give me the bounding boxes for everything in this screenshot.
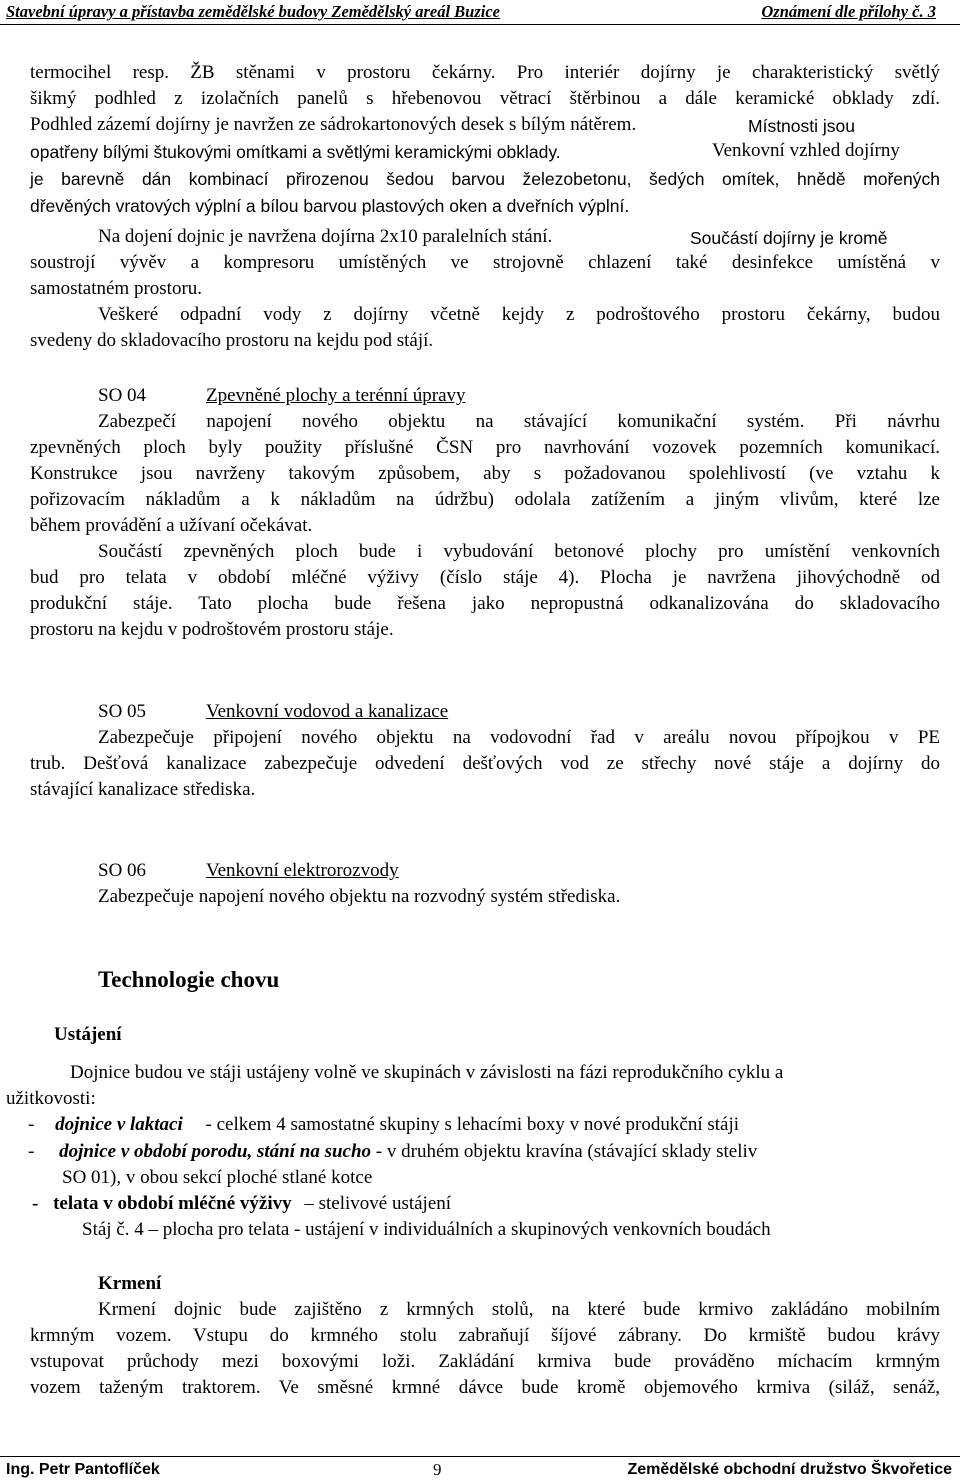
section-heading-so06 — [98, 858, 444, 884]
section-code: SO 04 — [98, 385, 147, 406]
text-line: šikmý podhled z izolačních panelů s hřebenovou větrací štěrbinou a dále keramické obklady zdí. — [30, 88, 940, 109]
text-line: vstupovat průchody mezi boxovými loži. Zakládání krmiva bude prováděno míchacím krmným — [30, 1351, 940, 1372]
text-line: Stáj č. 4 – plocha pro telata - ustájení v individuálních a skupinových venkovních boudách — [82, 1219, 771, 1240]
text-line: užitkovosti: — [6, 1088, 96, 1109]
footer-author: Ing. Petr Pantoflíček — [6, 1461, 160, 1478]
section-title: Zpevněné plochy a terénní úpravy — [206, 385, 466, 406]
text-line: svedeny do skladovacího prostoru na kejdu pod stájí. — [30, 330, 434, 351]
text-line-sans: je barevně dán kombinací přirozenou šedou barvou železobetonu, šedých omítek, hnědě mořených — [30, 169, 940, 189]
list-dash: - — [28, 1141, 35, 1162]
text-line: bud pro telata v období mléčné výživy (číslo stáje 4). Plocha je navržena jihovýchodně od — [30, 567, 940, 588]
text-line: vozem taženým traktorem. Ve směsné krmné dávce bude kromě objemového krmiva (siláž, senáž, — [30, 1377, 940, 1398]
page-header — [0, 0, 960, 24]
list-item — [32, 1191, 451, 1217]
text-line: Zabezpečuje napojení nového objektu na rozvodný systém střediska. — [98, 886, 621, 907]
text-line: Dojnice budou ve stáji ustájeny volně ve skupinách v závislosti na fázi reprodukčního cyklu a — [70, 1062, 784, 1083]
text-line: během provádění a užívaní očekávat. — [30, 515, 313, 536]
text-line: Veškeré odpadní vody z dojírny včetně kejdy z podroštového prostoru čekárny, budou — [98, 304, 940, 325]
text-line-sans: opatřeny bílými štukovými omítkami a světlými keramickými obklady. — [30, 142, 561, 162]
page-number: 9 — [433, 1460, 442, 1479]
list-item-text: - v druhém objektu kravína (stávající sklady steliv — [375, 1141, 758, 1162]
footer-organization: Zemědělské obchodní družstvo Škvořetice — [627, 1461, 952, 1478]
header-document-type: Oznámení dle přílohy č. 3 — [761, 2, 936, 21]
list-item-text: - celkem 4 samostatné skupiny s lehacími boxy v nové produkční stáji — [205, 1114, 740, 1135]
text-line: trub. Dešťová kanalizace zabezpečuje odvedení dešťových vod ze střechy nové stáje a dojírny do — [30, 753, 940, 774]
text-line: Podhled zázemí dojírny je navržen ze sádrokartonových desek s bílým nátěrem. — [30, 114, 637, 135]
section-heading-so05 — [98, 699, 504, 725]
section-code: SO 06 — [98, 860, 147, 881]
text-line: produkční stáje. Tato plocha bude řešena jako nepropustná odkanalizována do skladovacího — [30, 593, 940, 614]
page-footer — [0, 1448, 960, 1484]
text-line: Na dojení dojnic je navržena dojírna 2x10 paralelních stání. — [98, 226, 553, 247]
text-line: Konstrukce jsou navrženy takovým způsobem, aby s požadovanou spolehlivostí (ve vztahu k — [30, 463, 940, 484]
list-item — [28, 1112, 739, 1138]
text-line: Součástí zpevněných ploch bude i vybudování betonové plochy pro umístění venkovních — [98, 541, 940, 562]
section-heading-technology: Technologie chovu — [98, 967, 280, 992]
text-line-sans: Součástí dojírny je kromě — [690, 228, 888, 248]
list-dash: - — [28, 1114, 35, 1135]
text-line: Venkovní vzhled dojírny — [712, 140, 900, 161]
header-project-title: Stavební úpravy a přístavba zemědělské budovy Zemědělský areál Buzice — [6, 2, 501, 21]
text-line-sans: Místnosti jsou — [748, 116, 855, 136]
list-item-term: dojnice v období porodu, stání na sucho — [59, 1141, 372, 1162]
section-title: Venkovní elektrorozvody — [206, 860, 399, 881]
section-code: SO 05 — [98, 701, 147, 722]
text-line: samostatném prostoru. — [30, 278, 203, 299]
text-line-sans: dřevěných vratových výplní a bílou barvou plastových oken a dveřních výplní. — [30, 196, 630, 216]
text-line: SO 01), v obou sekcí ploché stlané kotce — [62, 1167, 373, 1188]
text-line: Zabezpečí napojení nového objektu na stávající komunikační systém. Při návrhu — [98, 411, 940, 432]
text-line: stávající kanalizace střediska. — [30, 779, 256, 800]
footer-rule — [0, 1456, 960, 1457]
text-line: pořizovacím nákladům a k nákladům na údržbu) odolala zatížením a jiným vlivům, které lze — [30, 489, 940, 510]
text-line: Zabezpečuje připojení nového objektu na vodovodní řad v areálu novou přípojkou v PE — [98, 727, 940, 748]
section-heading-so04 — [98, 383, 538, 409]
text-line: prostoru na kejdu v podroštovém prostoru stáje. — [30, 619, 394, 640]
subheading-feeding: Krmení — [98, 1273, 162, 1294]
section-title: Venkovní vodovod a kanalizace — [206, 701, 449, 722]
text-line: termocihel resp. ŽB stěnami v prostoru čekárny. Pro interiér dojírny je charakteristický světlý — [30, 62, 940, 83]
list-item-text: – stelivové ustájení — [304, 1193, 452, 1214]
list-item-term: dojnice v laktaci — [55, 1114, 183, 1135]
text-line: krmným vozem. Vstupu do krmného stolu zabraňují šíjové zábrany. Do krmiště budou krávy — [30, 1325, 940, 1346]
text-line: Krmení dojnic bude zajištěno z krmných stolů, na které bude krmivo zakládáno mobilním — [98, 1299, 940, 1320]
header-rule — [0, 24, 960, 25]
list-dash: - — [32, 1193, 39, 1214]
subheading-housing: Ustájení — [54, 1024, 122, 1045]
text-line: zpevněných ploch byly použity příslušné ČSN pro navrhování vozovek pozemních komunikací. — [30, 437, 940, 458]
list-item-term: telata v období mléčné výživy — [53, 1193, 292, 1214]
text-line: soustrojí vývěv a kompresoru umístěných ve strojovně chlazení také desinfekce umístěná v — [30, 252, 940, 273]
list-item — [28, 1139, 757, 1165]
